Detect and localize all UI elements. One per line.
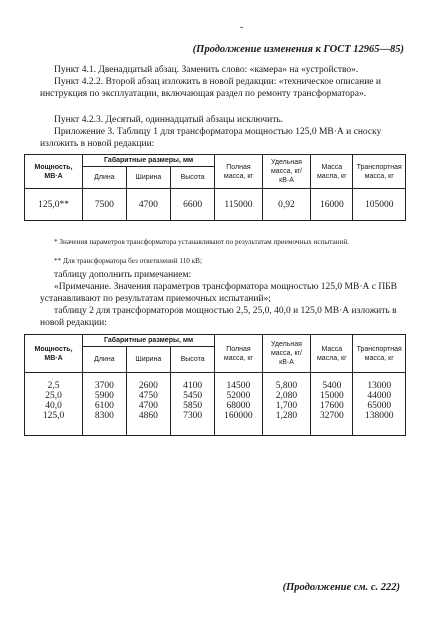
col-specific-mass: Удельная масса, кг/кВ·А — [262, 335, 311, 373]
cell-length: 5900 — [83, 391, 127, 401]
cell-height: 6600 — [171, 189, 215, 221]
col-height: Высота — [171, 167, 215, 189]
col-length: Длина — [83, 347, 127, 373]
cell-specific-mass: 5,800 — [262, 373, 311, 392]
cell-height: 7300 — [171, 411, 215, 436]
col-power: Мощность, МВ·А — [25, 155, 83, 189]
cell-power: 125,0** — [25, 189, 83, 221]
cell-total-mass: 68000 — [215, 401, 263, 411]
paragraph-appendix-3: Приложение 3. Таблицу 1 для трансформатора мощностью 125,0 МВ·А и сноску изложить в новой редакции: — [40, 127, 382, 149]
table-row — [25, 391, 406, 401]
cell-width: 4860 — [126, 411, 170, 436]
table-1 — [24, 154, 406, 221]
col-specific-mass: Удельная масса, кг/кВ·А — [262, 155, 311, 189]
cell-length: 7500 — [83, 189, 127, 221]
cell-width: 2600 — [126, 373, 170, 392]
paragraph-4-2-3: Пункт 4.2.3. Десятый, одиннадцатый абзацы исключить. — [54, 115, 284, 125]
cell-transport-mass: 65000 — [353, 401, 406, 411]
cell-width: 4700 — [126, 189, 170, 221]
cell-length: 6100 — [83, 401, 127, 411]
cell-transport-mass: 105000 — [353, 189, 406, 221]
cell-width: 4750 — [126, 391, 170, 401]
col-transport-mass: Транспортная масса, кг — [353, 335, 406, 373]
cell-height: 5850 — [171, 401, 215, 411]
table-row — [25, 189, 406, 221]
cell-oil-mass: 16000 — [311, 189, 353, 221]
cell-height: 5450 — [171, 391, 215, 401]
cell-total-mass: 115000 — [215, 189, 263, 221]
cell-oil-mass: 5400 — [311, 373, 353, 392]
col-power: Мощность, МВ·А — [25, 335, 83, 373]
table-2-intro: таблицу 2 для трансформаторов мощностью 2,5, 25,0, 40,0 и 125,0 МВ·А изложить в новой редакции: — [40, 306, 397, 328]
cell-power: 2,5 — [25, 373, 83, 392]
cell-height: 4100 — [171, 373, 215, 392]
col-dims-group: Габаритные размеры, мм — [83, 335, 215, 347]
cell-width: 4700 — [126, 401, 170, 411]
cell-transport-mass: 138000 — [353, 411, 406, 436]
continuation-footer: (Продолжение см. с. 222) — [282, 582, 400, 593]
col-height: Высота — [171, 347, 215, 373]
cell-oil-mass: 17600 — [311, 401, 353, 411]
table-row — [25, 411, 406, 436]
table-2 — [24, 334, 406, 436]
cell-total-mass: 160000 — [215, 411, 263, 436]
cell-transport-mass: 44000 — [353, 391, 406, 401]
cell-length: 8300 — [83, 411, 127, 436]
col-total-mass: Полная масса, кг — [215, 335, 263, 373]
col-oil-mass: Масса масла, кг — [311, 155, 353, 189]
note-text: «Примечание. Значения параметров трансформатора мощностью 125,0 МВ·А с ПБВ устанавливают по результатам приемочных испытаний»; — [40, 282, 397, 304]
col-dims-group: Габаритные размеры, мм — [83, 155, 215, 167]
add-note-line: таблицу дополнить примечанием: — [54, 270, 192, 280]
cell-specific-mass: 2,080 — [262, 391, 311, 401]
footnote-2: ** Для трансформатора без ответвлений 110 кВ; — [54, 257, 202, 265]
table-row — [25, 373, 406, 392]
cell-power: 40,0 — [25, 401, 83, 411]
cell-transport-mass: 13000 — [353, 373, 406, 392]
col-length: Длина — [83, 167, 127, 189]
scan-mark: ˘ — [240, 26, 244, 37]
col-width: Ширина — [126, 167, 170, 189]
cell-specific-mass: 0,92 — [262, 189, 311, 221]
table-row — [25, 401, 406, 411]
cell-total-mass: 52000 — [215, 391, 263, 401]
cell-oil-mass: 15000 — [311, 391, 353, 401]
col-width: Ширина — [126, 347, 170, 373]
paragraph-4-2-2: Пункт 4.2.2. Второй абзац изложить в новой редакции: «техническое описание и инструкция по эксплуатации, включающая раздел по ремонту трансформатора». — [40, 77, 381, 99]
col-total-mass: Полная масса, кг — [215, 155, 263, 189]
cell-power: 125,0 — [25, 411, 83, 436]
col-oil-mass: Масса масла, кг — [311, 335, 353, 373]
footnote-1: * Значения параметров трансформатора устанавливают по результатам приемочных испытаний. — [54, 238, 350, 246]
cell-oil-mass: 32700 — [311, 411, 353, 436]
col-transport-mass: Транспортная масса, кг — [353, 155, 406, 189]
continuation-header: (Продолжение изменения к ГОСТ 12965—85) — [192, 44, 404, 55]
paragraph-4-1: Пункт 4.1. Двенадцатый абзац. Заменить слово: «камера» на «устройство». — [54, 65, 359, 75]
cell-specific-mass: 1,280 — [262, 411, 311, 436]
cell-total-mass: 14500 — [215, 373, 263, 392]
cell-power: 25,0 — [25, 391, 83, 401]
cell-length: 3700 — [83, 373, 127, 392]
cell-specific-mass: 1,700 — [262, 401, 311, 411]
